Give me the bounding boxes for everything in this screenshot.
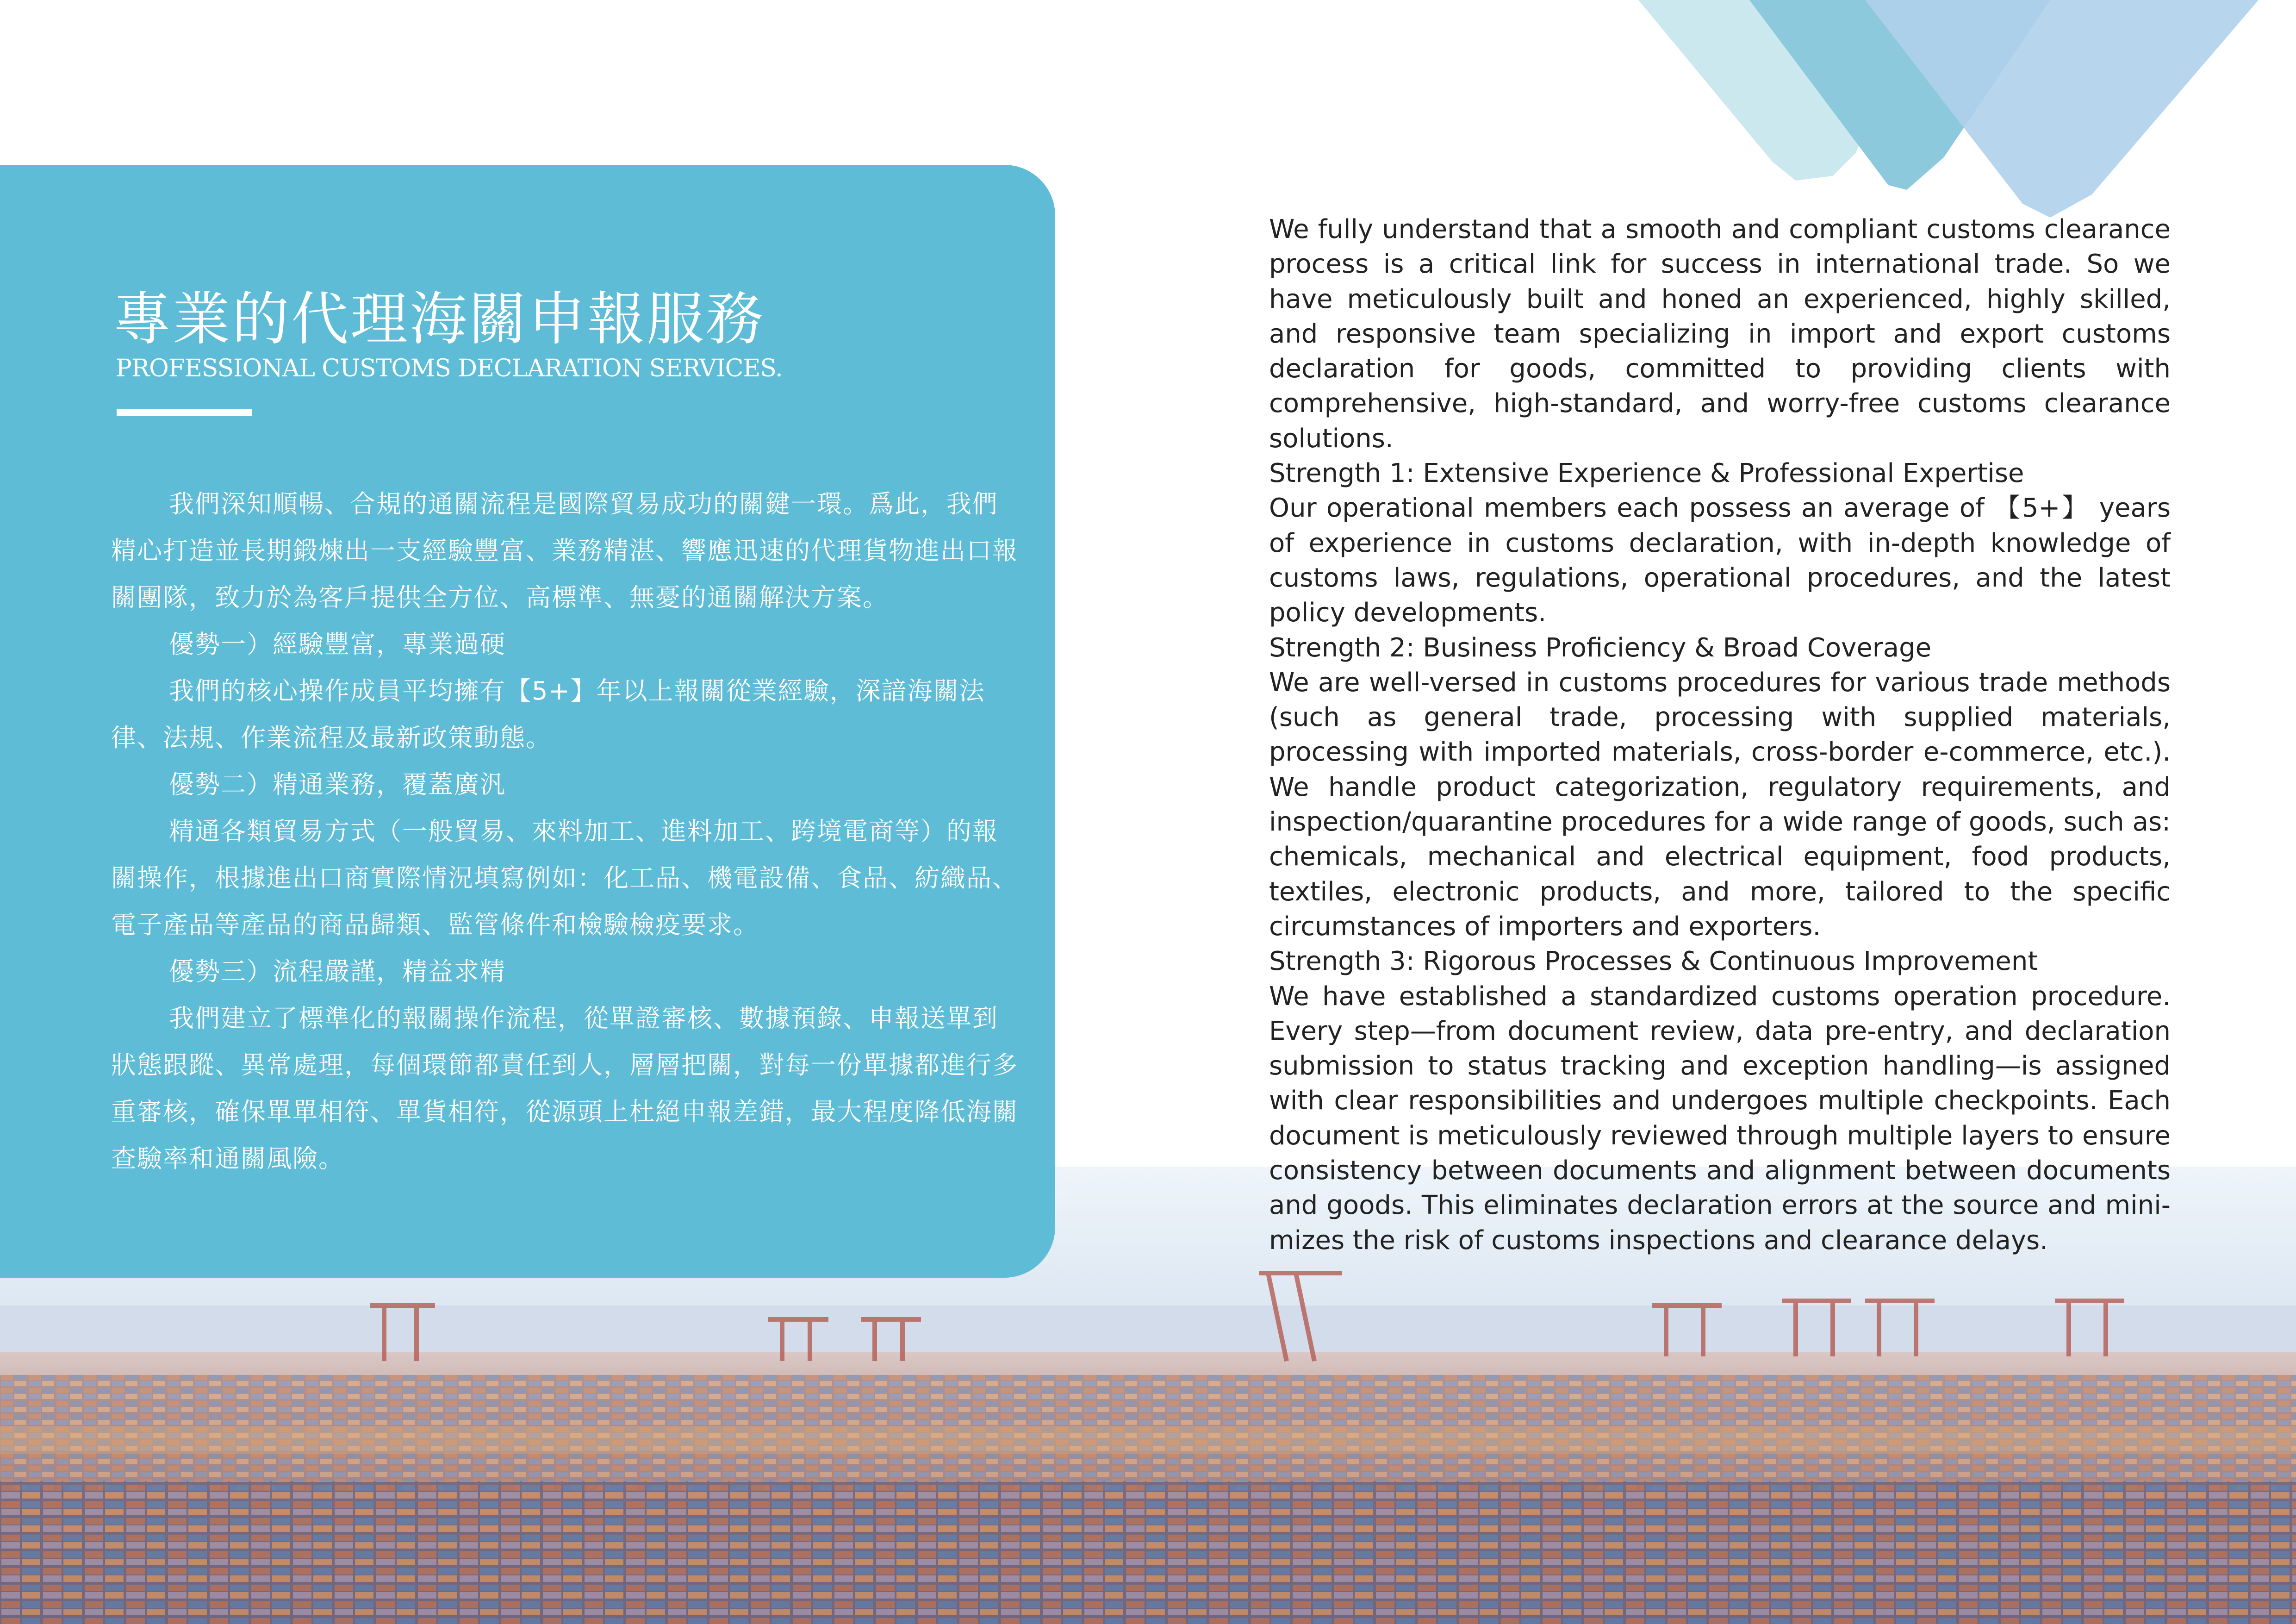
zh-paragraph-strength-2: 精通各類貿易方式（一般貿易、來料加工、進料加工、跨境電商等）的報關操作，根據進出口商實際情況填寫例如：化工品、機電設備、食品、紡織品、電子產品等產品的商品歸類、監管條件和檢驗檢疫要求。 — [111, 817, 1018, 939]
en-paragraph-strength-1: Our operational members each possess an average of 【5+】 years of experience in customs declaration, with in-depth knowledge of customs laws, regulations, operational procedures, and the latest policy developments. — [1269, 493, 2171, 628]
en-heading-strength-1: Strength 1: Extensive Experience & Professional Expertise — [1269, 458, 2024, 489]
zh-paragraph-strength-3: 我們建立了標準化的報關操作流程，從單證審核、數據預錄、申報送單到狀態跟蹤、異常處理，每個環節都責任到人，層層把關，對每一份單據都進行多重審核，確保單單相符、單貨相符，從源頭上杜絕申報差錯，最大程度降低海關查驗率和通關風險。 — [111, 1004, 1018, 1173]
page-title-zh: 專業的代理海關申報服務 — [113, 286, 765, 353]
en-paragraph-intro: We fully understand that a smooth and compliant customs clearance process is a critical link for success in international trade. So we have meticulously built and honed an experienced, highly skilled, and responsive team specializing in import and export customs declaration for goods, committed to providing clients with comprehensive, high-standard, and worry-free customs clearance solutions. — [1269, 214, 2171, 454]
zh-heading-strength-1: 優勢一）經驗豐富，專業過硬 — [169, 630, 506, 659]
english-body-text — [1269, 212, 2171, 1258]
zh-heading-strength-2: 優勢二）精通業務，覆蓋廣汎 — [169, 770, 506, 799]
chinese-body-text — [111, 481, 1023, 1182]
zh-paragraph-intro: 我們深知順暢、合規的通關流程是國際貿易成功的關鍵一環。爲此，我們精心打造並長期鍛煉出一支經驗豐富、業務精湛、響應迅速的代理貨物進出口報關團隊，致力於為客戶提供全方位、高標準、無憂的通關解決方案。 — [111, 489, 1018, 612]
page-title-en: PROFESSIONAL CUSTOMS DECLARATION SERVICES. — [116, 355, 783, 382]
en-heading-strength-3: Strength 3: Rigorous Processes & Continuous Improvement — [1269, 946, 2038, 977]
title-underline — [117, 409, 252, 416]
zh-heading-strength-3: 優勢三）流程嚴謹，精益求精 — [169, 957, 506, 986]
en-heading-strength-2: Strength 2: Business Proficiency & Broad Coverage — [1269, 632, 1932, 663]
en-paragraph-strength-3: We have established a standardized customs operation procedure. Every step—from document review, data pre-entry, and declaration submission to status tracking and exception handling—is assigned with clear responsibilities and undergoes multiple checkpoints. Each document is meticulously reviewed through multiple layers to ensure consistency between documents and alignment between documents and goods. This eliminates declaration errors at the source and minimizes the risk of customs inspections and clearance delays. — [1269, 981, 2171, 1255]
en-paragraph-strength-2: We are well-versed in customs procedures for various trade methods (such as general trade, processing with supplied materials, processing with imported materials, cross-border e-commerce, etc.). We handle product categorization, regulatory requirements, and inspection/quarantine procedures for a wide range of goods, such as: chemicals, mechanical and electrical equipment, food products, textiles, electronic products, and more, tailored to the specific circumstances of importers and exporters. — [1269, 667, 2171, 942]
zh-paragraph-strength-1: 我們的核心操作成員平均擁有【5+】年以上報關從業經驗，深諳海關法律、法規、作業流程及最新政策動態。 — [111, 676, 985, 752]
